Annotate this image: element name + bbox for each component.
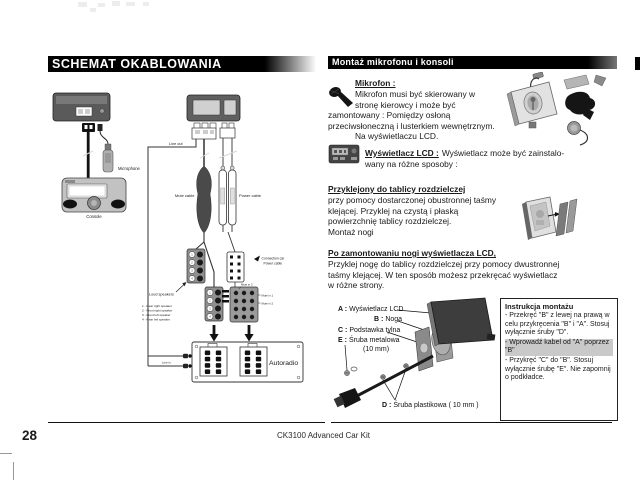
part-label-b: B : Noga xyxy=(374,316,403,323)
display-text-line: Wyświetlacz może być zainstalo- xyxy=(441,148,565,158)
microphone-illustration xyxy=(98,124,114,172)
glue-text-line: powierzchnię tablicy rozdzielczej. xyxy=(328,216,452,226)
footer-title: CK3100 Advanced Car Kit xyxy=(277,431,370,440)
leg-text-line: taśmy klejącej. W ten sposób możesz przekręcać wyświetlacz xyxy=(328,269,558,280)
lcd-display-icon xyxy=(328,143,360,165)
power-cable-illustration xyxy=(219,138,237,252)
leg-text-line: Przyklej nogę do tablicy rozdzielczej przy pomocy dwustronnej xyxy=(328,259,560,269)
interface-box-illustration xyxy=(187,95,240,139)
microphone-label: Microphone xyxy=(118,166,140,171)
microphone-text-line: zamontowany : Pomiędzy osłoną xyxy=(328,110,451,120)
svg-text:2: 2 xyxy=(209,299,211,303)
page-number: 28 xyxy=(22,428,38,443)
display-text-line: wany na różne sposoby : xyxy=(365,158,458,169)
car-connection-label-line2: Power cable xyxy=(263,261,283,266)
speaker-list xyxy=(142,304,172,322)
microphone-text-line: przeciwsłoneczną i lusterkiem wewnętrznym. xyxy=(328,120,495,131)
instruction-item: - Przykręć "C" do "B". Stosuj wyłącznie śrubę "E". Nie zapomnij o podkładce. xyxy=(505,356,611,382)
part-label-c: C : Podstawka tylna xyxy=(338,327,401,334)
svg-text:3: 3 xyxy=(191,269,193,273)
scan-artifact xyxy=(143,2,149,6)
car-iso-connector-illustration xyxy=(222,287,261,323)
microphone-text-line: stronę kierowcy i może być xyxy=(355,99,456,110)
instruction-item-highlighted: - Wprowadź kabel od "A" poprzez "B" xyxy=(505,339,613,356)
loud-speakers-label: Loud speakers xyxy=(149,292,174,297)
car-connection-label-line1: Connection car xyxy=(261,256,285,261)
mute-cable-label: Mute cable xyxy=(174,193,195,198)
svg-text:4: 4 xyxy=(209,315,211,319)
scan-artifact xyxy=(126,2,135,6)
footer-rule-left xyxy=(48,422,325,423)
console-illustration xyxy=(62,178,126,212)
leg-text-line: w różne strony. xyxy=(328,280,385,290)
svg-text:4: 4 xyxy=(191,277,193,281)
dashboard-tape-illustration xyxy=(518,194,580,244)
right-section-header: Montaż mikrofonu i konsoli xyxy=(328,56,617,69)
mirror-mount-illustration xyxy=(556,72,616,150)
part-label-a: A : Wyświetlacz LCD xyxy=(338,305,404,313)
part-label-e: E : Śruba metalowa xyxy=(338,336,400,344)
glue-heading: Przyklejony do tablicy rozdzielczej xyxy=(328,184,466,194)
display-heading: Wyświetlacz LCD : xyxy=(365,148,439,158)
microphone-icon xyxy=(328,84,354,108)
scan-artifact xyxy=(90,8,96,12)
mute-in-1-label: Mute in 1 xyxy=(261,293,274,298)
left-section-header: SCHEMAT OKABLOWANIA xyxy=(48,56,319,72)
svg-text:1: 1 xyxy=(209,291,211,295)
microphone-text-line: Na wyświetlaczu LCD. xyxy=(355,131,439,141)
glue-text-line: przy pomocy dostarczonej obustronnej taśmy xyxy=(328,195,497,205)
svg-text:1 - Rear right speaker: 1 - Rear right speaker xyxy=(142,303,172,308)
svg-text:2: 2 xyxy=(191,261,193,265)
autoradio-label: Autoradio xyxy=(269,360,299,367)
scan-artifact xyxy=(78,2,87,7)
line-out-label: Line out xyxy=(169,142,183,146)
footer-rule-right xyxy=(331,422,612,423)
assembly-instructions-box xyxy=(500,298,618,421)
svg-text:4 - Rear left speaker: 4 - Rear left speaker xyxy=(142,317,171,322)
crop-mark-horizontal xyxy=(0,453,12,454)
svg-text:2 - Front right speaker: 2 - Front right speaker xyxy=(142,308,173,313)
instruction-item: - Przekręć "B" z lewej na prawą w celu przykręcenia "B" i "A". Stosuj wyłącznie śruby "D". xyxy=(505,312,610,337)
display-section-lead xyxy=(365,148,564,158)
leg-heading: Po zamontowaniu nogi wyświetlacza LCD, xyxy=(328,248,496,258)
crop-mark-vertical xyxy=(13,462,14,480)
plug-direction-arrows xyxy=(210,325,254,342)
mute-in-2-label: Mute in 2 xyxy=(261,301,274,306)
console-cable xyxy=(83,132,93,178)
part-label-e2: (10 mm) xyxy=(363,346,390,353)
mute-in-3-label: Mute in 3 xyxy=(241,282,253,287)
instructions-title: Instrukcja montażu xyxy=(505,302,574,311)
microphone-heading: Mikrofon : xyxy=(355,78,396,88)
svg-text:1: 1 xyxy=(191,253,193,257)
page-edge-mark xyxy=(635,57,640,70)
scan-artifact xyxy=(112,1,120,6)
speaker-connector-illustration xyxy=(176,249,205,292)
glue-text-line: klejącej. Przyklej na czystą i płaską xyxy=(328,205,459,216)
scan-artifact xyxy=(98,3,105,7)
svg-text:3 - Front left speaker: 3 - Front left speaker xyxy=(142,313,171,317)
microphone-text-line: Mikrofon musi być skierowany w xyxy=(355,89,476,99)
svg-text:3: 3 xyxy=(209,307,211,311)
mute-iso-connector-illustration xyxy=(205,287,223,321)
console-label: Console xyxy=(86,214,102,219)
power-cable-label: Power cable xyxy=(239,193,262,198)
wiring-diagram xyxy=(48,80,320,425)
part-label-d: D : Śruba plastikowa ( 10 mm ) xyxy=(382,401,479,409)
line-in-label: Line in xyxy=(162,360,171,365)
glue-text-line: Montaż nogi xyxy=(328,226,374,237)
